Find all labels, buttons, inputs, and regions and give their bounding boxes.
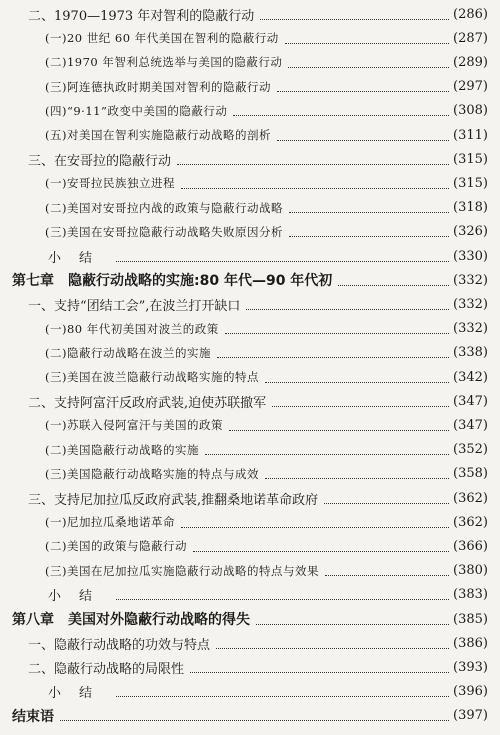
dot-leader (289, 236, 449, 237)
toc-entry (0, 147, 500, 171)
dot-leader (190, 672, 449, 673)
dot-leader (216, 648, 449, 649)
toc-entry (0, 559, 500, 583)
toc-entry-title (12, 270, 332, 290)
toc-entry (0, 534, 500, 558)
page-number: (297) (453, 79, 488, 95)
toc-entry-title: (三)美国在尼加拉瓜实施隐蔽行动战略的特点与效果 (45, 563, 319, 578)
toc-entry (0, 631, 500, 655)
page-number: (386) (453, 635, 488, 651)
toc-entry (0, 123, 500, 147)
page-number: (358) (453, 466, 488, 482)
page-number: (397) (453, 708, 488, 724)
dot-leader (116, 599, 449, 600)
toc-entry-title: 二、支持阿富汗反政府武装,迫使苏联撤军 (28, 395, 267, 411)
toc-entry-title: (三)美国隐蔽行动战略实施的特点与成效 (45, 466, 259, 481)
toc-entry-title: (一)尼加拉瓜桑地诺革命 (45, 515, 175, 530)
dot-leader (233, 115, 449, 116)
dot-leader (116, 696, 449, 697)
toc-entry-title: (三)美国在波兰隐蔽行动战略实施的特点 (45, 370, 259, 384)
page-number: (286) (453, 6, 488, 22)
toc-entry-title: (四)“9·11”政变中美国的隐蔽行动 (45, 103, 228, 118)
dot-leader (116, 261, 449, 262)
page-number: (347) (453, 417, 488, 433)
toc-entry (0, 655, 500, 679)
dot-leader (289, 212, 449, 213)
dot-leader (260, 19, 449, 20)
dot-leader (338, 285, 449, 286)
toc-entry-title: (一)80 年代初美国对波兰的政策 (45, 321, 219, 336)
toc-entry (0, 171, 500, 195)
toc-entry-title: 二、隐蔽行动战略的局限性 (28, 661, 185, 677)
dot-leader (217, 357, 449, 358)
dot-leader (205, 454, 449, 455)
toc-entry-title: 一、支持“团结工会”,在波兰打开缺口 (28, 298, 241, 314)
chapter-title: 美国对外隐蔽行动战略的得失 (68, 612, 250, 628)
page-number: (380) (453, 563, 488, 579)
page-number: (311) (453, 127, 488, 143)
toc-entry (0, 244, 500, 268)
toc-entry-title: (一)20 世纪 60 年代美国在智利的隐蔽行动 (45, 31, 279, 46)
dot-leader (325, 575, 449, 576)
toc-entry (0, 389, 500, 413)
page-number: (326) (453, 224, 488, 240)
toc-entry (0, 704, 500, 728)
toc-entry (0, 75, 500, 99)
toc-entry (0, 510, 500, 534)
toc-entry-title: (二)美国隐蔽行动战略的实施 (45, 442, 199, 457)
toc-entry-title: (二)1970 年智利总统选举与美国的隐蔽行动 (45, 55, 283, 70)
page-number: (287) (453, 30, 488, 46)
toc-entry (0, 413, 500, 437)
toc-entry-title: (一)苏联入侵阿富汗与美国的政策 (45, 418, 223, 433)
toc-entry-title: (三)美国在安哥拉隐蔽行动战略失败原因分析 (45, 224, 283, 239)
dot-leader (246, 309, 449, 310)
page-number: (352) (453, 442, 488, 458)
page-number: (362) (453, 490, 488, 506)
toc-entry (0, 220, 500, 244)
dot-leader (277, 140, 449, 141)
toc-entry (0, 50, 500, 74)
dot-leader (277, 91, 449, 92)
dot-leader (265, 382, 449, 383)
page-number: (366) (453, 538, 488, 554)
toc-entry (0, 583, 500, 607)
page-number: (289) (453, 54, 488, 70)
toc-entry-title: 一、隐蔽行动战略的功效与特点 (28, 637, 211, 653)
toc-entry-title: 小结 (48, 589, 111, 605)
dot-leader (181, 527, 449, 528)
toc-entry (0, 486, 500, 510)
page-number: (362) (453, 514, 488, 530)
toc-entry (0, 26, 500, 50)
toc-entry-title: 结束语 (12, 708, 54, 725)
toc-entry-title: (二)美国对安哥拉内战的政策与隐蔽行动战略 (45, 200, 283, 215)
dot-leader (272, 406, 449, 407)
page-number: (342) (453, 369, 488, 385)
page-number: (330) (453, 248, 488, 264)
page-number: (385) (453, 611, 488, 627)
page-number: (332) (453, 272, 488, 288)
page-number: (315) (453, 175, 488, 191)
toc-entry-title: 三、在安哥拉的隐蔽行动 (28, 153, 172, 169)
chapter-number: 第七章 (12, 273, 54, 290)
toc-entry-title: 小结 (48, 686, 111, 702)
page-number: (308) (453, 103, 488, 119)
chapter-title: 隐蔽行动战略的实施:80 年代—90 年代初 (68, 273, 333, 290)
toc-entry (0, 607, 500, 631)
toc-entry-title: (二)美国的政策与隐蔽行动 (45, 539, 187, 554)
dot-leader (265, 478, 449, 479)
toc-entry-title (12, 609, 250, 629)
page-number: (393) (453, 659, 488, 675)
toc-entry (0, 317, 500, 341)
toc-entry-title: 小结 (48, 250, 111, 266)
toc-entry-title: 三、支持尼加拉瓜反政府武装,推翻桑地诺革命政府 (28, 492, 319, 508)
dot-leader (324, 503, 449, 504)
toc-entry (0, 292, 500, 316)
dot-leader (285, 43, 449, 44)
toc-entry (0, 680, 500, 704)
page-number: (332) (453, 321, 488, 337)
toc-entry-title: (一)安哥拉民族独立进程 (45, 176, 175, 191)
dot-leader (256, 624, 449, 625)
dot-leader (177, 164, 449, 165)
toc-entry-title: (三)阿连德执政时期美国对智利的隐蔽行动 (45, 79, 271, 94)
page-number: (315) (453, 151, 488, 167)
toc-entry (0, 438, 500, 462)
dot-leader (60, 720, 449, 721)
toc-entry-title: (五)对美国在智利实施隐蔽行动战略的剖析 (45, 128, 271, 142)
page-number: (338) (453, 345, 488, 361)
dot-leader (288, 67, 449, 68)
toc-entry (0, 341, 500, 365)
toc-entry (0, 99, 500, 123)
toc-entry (0, 196, 500, 220)
page-number: (396) (453, 684, 488, 700)
toc-entry (0, 268, 500, 292)
dot-leader (229, 430, 449, 431)
toc-entry (0, 2, 500, 26)
page-number: (347) (453, 393, 488, 409)
page-number: (332) (453, 296, 488, 312)
toc-entry-title: (二)隐蔽行动战略在波兰的实施 (45, 345, 211, 360)
page-number: (383) (453, 587, 488, 603)
dot-leader (225, 333, 449, 334)
chapter-number: 第八章 (12, 612, 54, 628)
toc-entry (0, 365, 500, 389)
dot-leader (181, 188, 449, 189)
dot-leader (193, 551, 449, 552)
page-number: (318) (453, 200, 488, 216)
toc-entry (0, 462, 500, 486)
toc-entry-title: 二、1970—1973 年对智利的隐蔽行动 (28, 8, 255, 24)
